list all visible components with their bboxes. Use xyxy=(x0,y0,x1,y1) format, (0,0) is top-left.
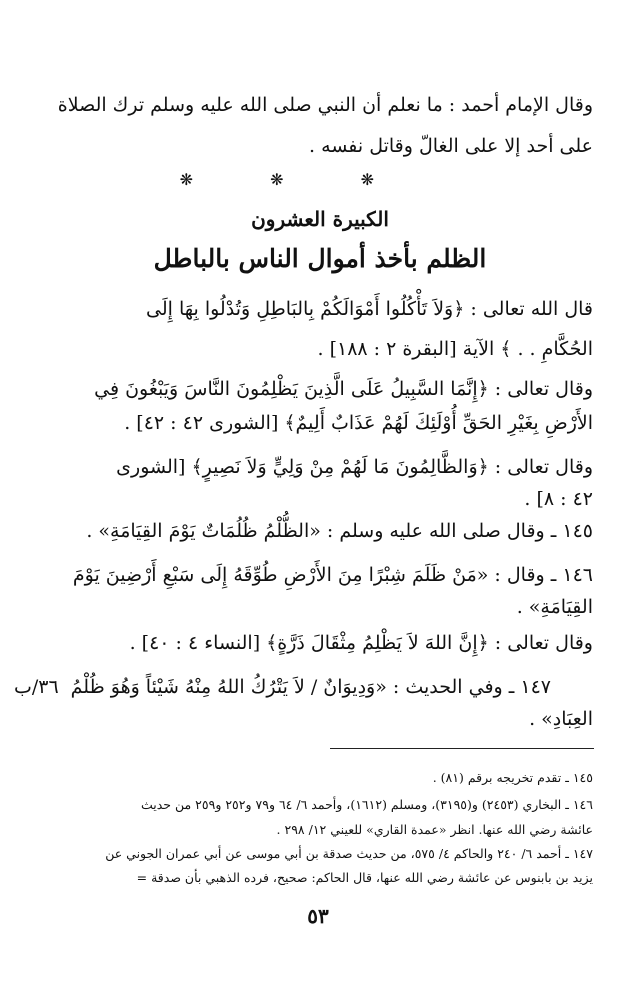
verse-1-line-2: الحُكَّامِ . . ﴾ الآية [البقرة ٢ : ١٨٨] . xyxy=(317,338,593,360)
hadith-146-line-2: القِيَامَةِ» . xyxy=(516,596,593,618)
footnote-145: ١٤٥ ـ تقدم تخريجه برقم (٨١) . xyxy=(432,770,593,785)
hadith-145: ١٤٥ ـ وقال صلى الله عليه وسلم : «الظُّلْمُ ظُلُمَاتٌ يَوْمَ القِيَامَةِ» . xyxy=(86,520,593,542)
footnote-divider xyxy=(330,748,594,749)
chapter-title: الظلم بأخذ أموال الناس بالباطل xyxy=(153,244,487,273)
verse-2-line-2: الأَرْضِ بِغَيْرِ الحَقِّ أُوْلَئِكَ لَهُمْ عَذَابٌ أَلِيمٌ﴾ [الشورى ٤٢ : ٤٢] . xyxy=(124,412,593,434)
verse-3-line-1: وقال تعالى : ﴿وَالظَّالِمُونَ مَا لَهُمْ مِنْ وَلِيٍّ وَلاَ نَصِيرٍ﴾ [الشورى xyxy=(116,456,593,478)
footnote-147-line-2: يزيد بن بابنوس عن عائشة رضي الله عنها، قال الحاكم: صحيح، فرده الذهبي بأن صدقة = xyxy=(136,870,593,885)
verse-2-line-1: وقال تعالى : ﴿إِنَّمَا السَّبِيلُ عَلَى الَّذِينَ يَظْلِمُونَ النَّاسَ وَيَبْغُونَ فِي xyxy=(94,378,593,400)
verse-1-line-1: قال الله تعالى : ﴿وَلاَ تَأْكُلُوا أَمْوَالَكُمْ بِالبَاطِلِ وَتُدْلُوا بِهَا إِلَى xyxy=(146,298,593,320)
verse-4: وقال تعالى : ﴿إِنَّ اللهَ لاَ يَظْلِمُ مِثْقَالَ ذَرَّةٍ﴾ [النساء ٤ : ٤٠] . xyxy=(129,632,593,654)
chapter-number-title: الكبيرة العشرون xyxy=(251,207,389,231)
hadith-146-line-1: ١٤٦ ـ وقال : «مَنْ ظَلَمَ شِبْرًا مِنَ الأَرْضِ طُوِّقَهُ إِلَى سَبْعِ أَرْضِينَ يَوْمَ xyxy=(72,564,593,586)
footnote-146-line-1: ١٤٦ ـ البخاري (٢٤٥٣) و(٣١٩٥)، ومسلم (١٦١٢)، وأحمد ٦/ ٦٤ و٧٩ و٢٥٢ و٢٥٩ من حديث xyxy=(140,797,593,812)
page-number: ٥٣ xyxy=(307,904,329,928)
footnote-146-line-2: عائشة رضي الله عنها. انظر «عمدة القاري» للعيني ١٢/ ٢٩٨ . xyxy=(276,822,593,837)
hadith-147-line-1: ١٤٧ ـ وفي الحديث : «وَدِيوَانٌ / لاَ يَتْرُكُ اللهُ مِنْهُ شَيْئاً وَهُوَ ظُلْمُ xyxy=(70,676,551,698)
section-separator: ❋ ❋ ❋ xyxy=(179,170,410,189)
verse-3-line-2: ٤٢ : ٨] . xyxy=(524,488,593,510)
hadith-147-line-2: العِبَادِ» . xyxy=(529,708,593,730)
intro-line-1: وقال الإمام أحمد : ما نعلم أن النبي صلى الله عليه وسلم ترك الصلاة xyxy=(57,94,593,116)
manuscript-folio-marker: ٣٦/ب xyxy=(14,676,59,698)
footnote-147-line-1: ١٤٧ ـ أحمد ٦/ ٢٤٠ والحاكم ٤/ ٥٧٥، من حديث صدقة بن أبي موسى عن أبي عمران الجوني عن xyxy=(105,846,593,861)
intro-line-2: على أحد إلا على الغالّ وقاتل نفسه . xyxy=(309,135,593,157)
